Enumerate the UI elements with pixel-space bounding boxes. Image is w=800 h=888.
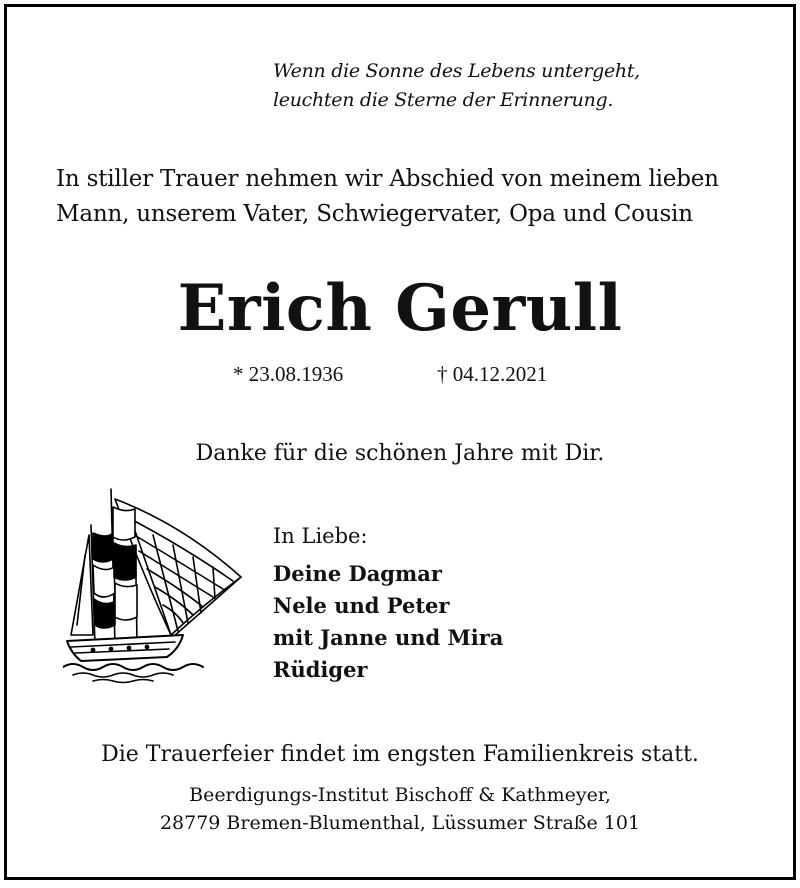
mourner-name: Deine Dagmar: [273, 561, 442, 586]
mourner-name: Rüdiger: [273, 657, 368, 682]
death-date: † 04.12.2021: [437, 362, 548, 386]
deceased-name: Erich Gerull: [177, 271, 623, 346]
institute-address: 28779 Bremen-Blumenthal, Lüssumer Straße 101: [159, 812, 641, 834]
mourner-name: Nele und Peter: [273, 593, 450, 618]
sailing-ship-icon: [63, 485, 245, 685]
quote-line-2: leuchten die Sterne der Erinnerung.: [273, 89, 614, 111]
obituary-card: [4, 4, 796, 880]
funeral-institute: [7, 781, 793, 837]
mourners-lead: In Liebe:: [273, 524, 368, 548]
mourners-list: [273, 558, 503, 686]
birth-date: * 23.08.1936: [233, 362, 344, 386]
intro-line-1: In stiller Trauer nehmen wir Abschied von meinem lieben: [56, 166, 719, 192]
institute-name: Beerdigungs-Institut Bischoff & Kathmeyer,: [189, 784, 611, 806]
mourner-name: mit Janne und Mira: [273, 625, 504, 650]
mourners-block: [273, 520, 503, 686]
thanks-line: Danke für die schönen Jahre mit Dir.: [195, 441, 605, 466]
memorial-quote: [273, 57, 640, 115]
intro-line-2: Mann, unserem Vater, Schwiegervater, Opa und Cousin: [56, 201, 693, 227]
funeral-note: Die Trauerfeier findet im engsten Familienkreis statt.: [101, 742, 699, 767]
quote-line-1: Wenn die Sonne des Lebens untergeht,: [273, 60, 640, 82]
farewell-intro: [56, 162, 776, 232]
